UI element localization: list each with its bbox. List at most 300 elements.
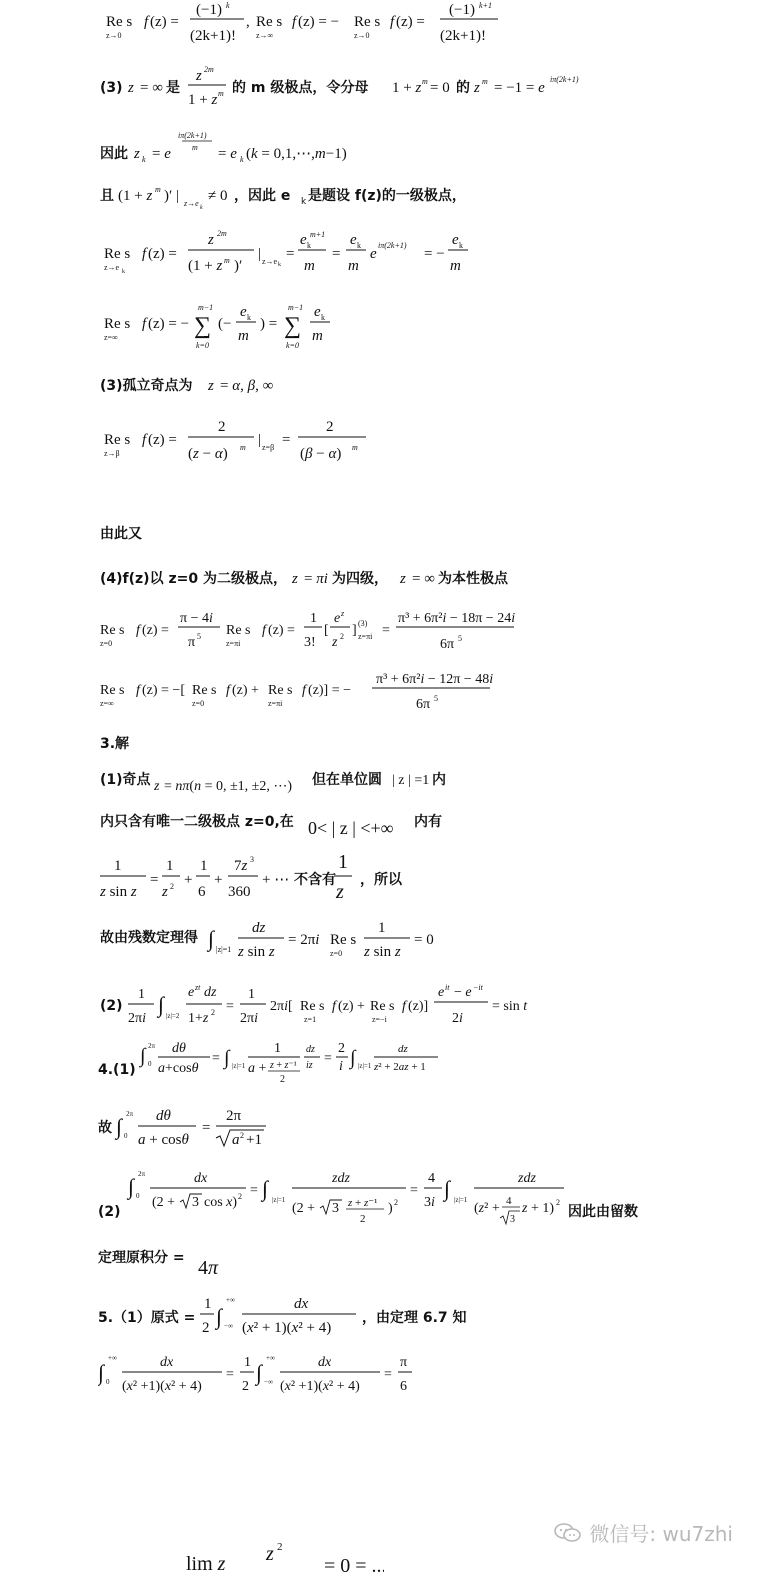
svg-text:1: 1 [200,858,208,874]
svg-text:zdz: zdz [332,1171,350,1186]
svg-text:∫: ∫ [98,1360,105,1385]
svg-text:2πi: 2πi [128,1011,146,1026]
svg-text:，所以: ，所以 [360,872,402,888]
svg-text:(2): (2) [98,1204,121,1220]
svg-text:a: a [232,1132,240,1148]
svg-text:(z) =: (z) = [148,432,177,448]
svg-text:(z) +: (z) + [338,999,365,1014]
svg-text:+: + [184,872,193,888]
para-4-svg [100,566,560,590]
svg-text:2π: 2π [226,1108,242,1124]
formula-4-1-svg [98,1038,458,1096]
svg-text:dx: dx [318,1355,332,1370]
section-3-solution: 3.解 [100,736,130,752]
svg-text:为本性极点: 为本性极点 [438,571,508,587]
svg-text:(2k+1)!: (2k+1)! [190,28,236,44]
svg-text:z: z [162,884,168,900]
svg-text:π − 4i: π − 4i [180,611,213,626]
svg-text:2: 2 [326,419,334,435]
svg-text:Re s: Re s [268,683,293,698]
svg-text:1: 1 [310,611,317,626]
svg-text:内只含有唯一二级极点 z=0,在: 内只含有唯一二级极点 z=0,在 [100,814,294,830]
para-zk-svg [100,128,420,168]
svg-text:= 0: = 0 [430,80,450,96]
svg-text:7z: 7z [234,858,248,874]
formula-laurent-svg [100,848,420,904]
formula-4-1-result [98,1104,288,1157]
svg-text:z=0: z=0 [100,639,113,648]
svg-text:6π: 6π [416,697,431,712]
svg-text:m−1: m−1 [288,303,304,312]
svg-text:0: 0 [124,1132,128,1140]
formula-res-beta-svg [104,418,374,468]
svg-text:m: m [304,258,315,274]
svg-text:f: f [332,999,336,1014]
svg-text:的: 的 [456,80,470,96]
svg-text:k: k [226,2,230,10]
svg-text:因此: 因此 [100,146,128,162]
svg-text:f: f [142,246,147,262]
svg-text:m: m [238,328,249,344]
svg-text:z: z [266,1543,274,1565]
svg-text:z=0: z=0 [330,949,343,958]
svg-text:dz: dz [306,1044,315,1055]
svg-text:2: 2 [238,1192,242,1201]
svg-text:2π: 2π [138,1170,146,1178]
svg-text:∑: ∑ [194,313,212,339]
svg-text:0: 0 [106,1378,110,1386]
svg-text:zdz: zdz [518,1171,536,1186]
svg-text:(z − α): (z − α) [188,446,228,462]
svg-text:k: k [459,241,463,250]
svg-text:k: k [240,155,244,164]
svg-text:(z) +: (z) + [232,683,259,698]
svg-text:[: [ [324,623,329,638]
svg-text:(z² +: (z² + [474,1201,500,1216]
svg-text:Re s: Re s [106,14,133,30]
svg-text:∫: ∫ [116,1114,123,1139]
svg-text:(x² +1)(x² + 4): (x² +1)(x² + 4) [122,1379,202,1394]
svg-text:dz: dz [398,1043,408,1055]
svg-text:故由残数定理得: 故由残数定理得 [100,930,198,946]
svg-text:(4)f(z)以 z=0 为二级极点，: (4)f(z)以 z=0 为二级极点， [100,571,287,587]
svg-text:e: e [438,985,445,1000]
svg-text:m: m [224,256,230,265]
svg-text:1 + z: 1 + z [188,92,218,108]
svg-text:=: = [212,1051,220,1066]
svg-text:=: = [286,246,295,262]
svg-text:+ ⋯: + ⋯ [262,872,290,888]
formula-res-0-svg [104,2,504,46]
svg-text:(2k+1)!: (2k+1)! [440,28,486,44]
svg-text:f: f [142,316,147,332]
svg-text:1: 1 [244,1355,251,1370]
svg-text:5: 5 [458,634,462,643]
svg-text:∫: ∫ [224,1047,230,1069]
svg-text:=: = [250,1183,258,1198]
svg-text:2: 2 [360,1213,366,1225]
svg-text:e: e [188,985,195,1000]
svg-text:+1: +1 [246,1132,262,1148]
formula-residue-1-svg [100,914,440,964]
svg-text:Re s: Re s [226,623,251,638]
svg-text:z=0: z=0 [192,699,205,708]
svg-text:(1 + z: (1 + z [118,188,153,204]
svg-text:2: 2 [556,1198,560,1207]
svg-text:(z) =: (z) = [148,246,177,262]
svg-text:=: = [324,1051,332,1066]
svg-text:+∞: +∞ [226,1296,235,1304]
svg-text:Re s: Re s [330,932,357,948]
svg-text:k: k [278,262,281,268]
svg-text:f: f [292,14,297,30]
svg-text:=: = [382,623,390,638]
svg-text:= ∞: = ∞ [412,571,435,587]
svg-text:z: z [341,609,345,618]
svg-text:z: z [208,232,214,248]
svg-text:5.（1）原式 =: 5.（1）原式 = [98,1310,196,1326]
svg-text:e: e [240,304,247,320]
cropped-bottom-formula [124,1540,384,1578]
svg-text:= −1 = e: = −1 = e [494,80,545,96]
formula-4-1-result-svg [98,1104,288,1152]
svg-text:(−1): (−1) [449,2,475,18]
svg-text:z: z [292,571,298,587]
svg-text:∑: ∑ [284,313,302,339]
svg-text:k: k [142,155,146,164]
svg-text:=: = [226,999,234,1014]
svg-text:1: 1 [378,920,386,936]
svg-text:a +: a + [248,1061,267,1076]
svg-text:(z) =: (z) = [268,623,295,638]
formula-res-pi-svg [100,606,520,660]
svg-text:= 0 = ...: = 0 = ... [324,1555,384,1573]
svg-text:3i: 3i [424,1195,435,1210]
svg-text:∫: ∫ [256,1360,263,1385]
svg-text:=: = [410,1183,418,1198]
svg-text:z² + 2az + 1: z² + 2az + 1 [374,1061,426,1073]
cropped-formula-svg [124,1540,384,1573]
svg-text:2: 2 [218,419,226,435]
svg-text:f: f [390,14,395,30]
svg-text:的 m 级极点，令分母: 的 m 级极点，令分母 [232,80,369,96]
svg-text:5: 5 [197,632,201,641]
svg-text:m: m [482,77,488,86]
svg-text:∫: ∫ [262,1176,269,1201]
formula-4-2-result-svg [98,1246,278,1282]
svg-text:z=πi: z=πi [226,639,241,648]
svg-text:= 0: = 0 [414,932,434,948]
para-isolated-svg [100,373,320,397]
svg-text:f: f [136,623,140,638]
svg-text:lim z: lim z [186,1553,226,1573]
svg-text:k: k [301,197,307,207]
svg-text:4π: 4π [198,1257,219,1279]
svg-text:≠ 0: ≠ 0 [208,188,228,204]
svg-text:k: k [200,205,203,211]
svg-text:0< | z | <+∞: 0< | z | <+∞ [308,818,394,838]
svg-text:z→β: z→β [104,449,120,458]
svg-text:dz: dz [252,920,266,936]
svg-text:=: = [332,246,341,262]
svg-text:+: + [214,872,223,888]
svg-text:2i: 2i [452,1011,463,1026]
svg-text:=: = [202,1120,211,1136]
formula-4-2-integral [98,1164,658,1235]
svg-text:π: π [188,635,196,650]
svg-text:1: 1 [114,858,122,874]
svg-text:|: | [258,246,262,262]
svg-text:Re s: Re s [370,999,395,1014]
svg-text:dx: dx [294,1296,309,1312]
svg-text:(z)] = −: (z)] = − [308,683,351,698]
svg-text:(1)奇点: (1)奇点 [100,772,151,788]
svg-text:]: ] [352,623,357,638]
svg-text:|z|=1: |z|=1 [272,1196,286,1204]
svg-text:| z | =1: | z | =1 [392,773,430,788]
svg-text:z: z [128,80,134,96]
svg-text:cos x): cos x) [204,1195,238,1210]
formula-5-1-original [98,1290,498,1349]
svg-text:=: = [226,1367,234,1382]
svg-text:+∞: +∞ [108,1354,117,1362]
svg-text:e: e [350,232,357,248]
svg-text:a + cosθ: a + cosθ [138,1132,189,1148]
svg-text:3: 3 [250,855,254,864]
formula-5-1-result [98,1350,418,1407]
svg-text:1+z: 1+z [188,1011,209,1026]
svg-text:m: m [155,185,161,194]
svg-text:3: 3 [192,1195,199,1210]
svg-text:(k = 0,1,⋯,m−1): (k = 0,1,⋯,m−1) [246,146,347,162]
svg-text:zt: zt [195,983,201,992]
formula-4-1-integral [98,1038,458,1101]
formula-res-0 [104,2,504,51]
svg-text:|z|=1: |z|=1 [232,1062,246,1070]
svg-text:dθ: dθ [156,1108,171,1124]
svg-text:f: f [402,999,406,1014]
para-first-order-pole [100,182,620,217]
svg-text:i: i [339,1059,343,1074]
svg-text:m: m [192,143,198,152]
svg-text:= ∞: = ∞ [140,80,163,96]
para-unique-pole-svg [100,812,460,842]
svg-text:k: k [247,313,251,322]
svg-text:2m: 2m [217,229,227,238]
svg-text:2: 2 [277,1541,283,1553]
svg-text:|z|=1: |z|=1 [454,1196,468,1204]
svg-text:π³ + 6π²i − 18π − 24i: π³ + 6π²i − 18π − 24i [398,611,516,626]
svg-text:，由定理 6.7 知: ，由定理 6.7 知 [362,1310,467,1326]
svg-text:(β − α): (β − α) [300,446,342,462]
formula-res-ek [104,228,484,289]
svg-text:m: m [422,77,428,86]
svg-text:iπ(2k+1): iπ(2k+1) [178,131,207,140]
svg-text:f: f [136,683,140,698]
formula-res-beta [104,418,374,473]
svg-text:= e: = e [152,146,171,162]
svg-text:z + z⁻¹: z + z⁻¹ [348,1197,378,1209]
svg-text:|z|=1: |z|=1 [216,945,232,954]
svg-text:4: 4 [506,1195,512,1207]
svg-text:2m: 2m [204,66,214,74]
svg-text:m: m [312,328,323,344]
svg-text:z: z [134,146,140,162]
para-first-order-svg [100,182,620,212]
svg-text:)′ |: )′ | [164,188,180,204]
svg-text:=: = [384,1367,392,1382]
svg-text:(2 +: (2 + [292,1201,316,1216]
svg-text:2: 2 [340,632,344,641]
svg-text:z=πi: z=πi [268,699,283,708]
svg-text:,: , [246,14,250,30]
svg-text:2: 2 [280,1074,285,1085]
svg-text:= α, β, ∞: = α, β, ∞ [220,378,274,394]
svg-text:(x² +1)(x² + 4): (x² +1)(x² + 4) [280,1379,360,1394]
svg-text:0: 0 [148,1060,152,1068]
svg-text:−∞: −∞ [264,1378,273,1386]
svg-text:4.(1): 4.(1) [98,1062,136,1078]
svg-text:f: f [302,683,306,698]
wechat-watermark [553,1518,733,1547]
svg-text:k: k [321,313,325,322]
svg-text:2: 2 [240,1131,244,1140]
formula-res-0-pi-i [100,606,520,665]
svg-text:m: m [348,258,359,274]
svg-text:2: 2 [170,882,174,891]
svg-text:是: 是 [166,80,180,96]
svg-text:f: f [144,14,149,30]
svg-text:m: m [352,443,358,452]
svg-text:=: = [282,432,291,448]
svg-text:∫: ∫ [140,1045,146,1067]
svg-text:z: z [336,881,344,903]
svg-text:2π: 2π [148,1042,156,1050]
svg-text:内: 内 [432,772,446,788]
svg-text:)′: )′ [234,258,243,274]
para-unique-pole [100,812,460,847]
svg-text:1 + z: 1 + z [392,80,422,96]
svg-text:6: 6 [400,1379,407,1394]
svg-text:e: e [314,304,321,320]
svg-text:(z) =: (z) = [150,14,179,30]
svg-text:= −: = − [424,246,445,262]
formula-4-2-svg [98,1164,658,1230]
formula-5-1-svg [98,1290,498,1344]
svg-text:∫: ∫ [350,1047,356,1069]
svg-text:z→0: z→0 [106,31,122,40]
svg-text:内有: 内有 [414,814,442,830]
svg-text:m: m [450,258,461,274]
svg-text:dz: dz [204,985,217,1000]
svg-text:但在单位圆: 但在单位圆 [312,772,382,788]
svg-text:∫: ∫ [128,1174,135,1199]
svg-text:(z) = −[: (z) = −[ [142,683,185,698]
formula-residue-theorem-1 [100,914,440,969]
svg-text:z: z [400,571,406,587]
svg-text:3: 3 [332,1201,339,1216]
svg-text:1: 1 [166,858,174,874]
svg-text:): ) [388,1201,393,1216]
svg-text:a+cosθ: a+cosθ [158,1061,199,1076]
svg-text:∫: ∫ [216,1304,223,1329]
svg-text:1: 1 [138,987,145,1002]
svg-text:z→∞: z→∞ [256,31,274,40]
svg-text:z→e: z→e [104,263,120,272]
svg-text:4: 4 [428,1171,435,1186]
svg-text:k: k [122,269,125,275]
svg-text:2: 2 [202,1320,210,1336]
svg-text:(2 +: (2 + [152,1195,176,1210]
svg-text:iz: iz [306,1060,313,1071]
svg-text:it: it [445,983,450,992]
formula-part2-sin-t [100,980,540,1037]
svg-text:1: 1 [274,1041,281,1056]
svg-text:(3)孤立奇点为: (3)孤立奇点为 [100,378,193,394]
svg-text:1: 1 [248,987,255,1002]
svg-text:故: 故 [98,1120,112,1136]
svg-text:(3): (3) [358,619,368,628]
formula-res-infinity-sum [104,300,344,359]
svg-text:(z)]: (z)] [408,999,429,1014]
para-3-infinity-pole [100,66,660,115]
svg-text:2π: 2π [126,1110,134,1118]
formula-res-infinity-total [100,670,500,725]
svg-text:z sin z: z sin z [100,884,137,900]
svg-text:3: 3 [510,1214,515,1225]
svg-text:z: z [154,779,160,794]
svg-text:为四级，: 为四级， [332,571,388,587]
svg-text:z + z⁻¹: z + z⁻¹ [270,1060,297,1071]
svg-text:Re s: Re s [104,246,131,262]
svg-text:6: 6 [198,884,206,900]
svg-text:dθ: dθ [172,1041,186,1056]
svg-text:(3): (3) [100,80,123,96]
svg-text:z=β: z=β [262,443,275,452]
svg-text:定理原积分 =: 定理原积分 = [98,1250,185,1266]
svg-text:z sin z: z sin z [364,944,401,960]
svg-text:k: k [307,241,311,250]
formula-4-2-result [98,1246,278,1287]
svg-text:(z) = −: (z) = − [148,316,190,332]
svg-text:2: 2 [242,1379,249,1394]
formula-part2-svg [100,980,540,1032]
formula-res-sum-svg [104,300,344,354]
svg-text:z=∞: z=∞ [104,333,118,342]
svg-text:(2): (2) [100,998,123,1014]
svg-text:−it: −it [473,983,483,992]
svg-text:= πi: = πi [304,571,328,587]
svg-text:e: e [452,232,459,248]
svg-text:Re s: Re s [104,316,131,332]
para-singularities-n-pi [100,770,460,803]
svg-text:z=∞: z=∞ [100,699,114,708]
svg-text:且: 且 [100,188,114,204]
svg-text:2: 2 [394,1198,398,1207]
svg-text:z=−i: z=−i [372,1015,387,1024]
svg-text:2πi[: 2πi[ [270,999,293,1014]
svg-text:= 2πi: = 2πi [288,932,320,948]
svg-text:z→e: z→e [184,199,199,208]
para-thus-also: 由此又 [100,526,142,542]
svg-text:(−1): (−1) [196,2,222,18]
svg-text:是题设 f(z)的一级极点，: 是题设 f(z)的一级极点， [308,188,466,204]
svg-text:e: e [334,611,341,626]
svg-text:f: f [226,683,230,698]
svg-text:iπ(2k+1): iπ(2k+1) [378,241,407,250]
svg-text:Re s: Re s [100,623,125,638]
svg-text:(z) =: (z) = [396,14,425,30]
